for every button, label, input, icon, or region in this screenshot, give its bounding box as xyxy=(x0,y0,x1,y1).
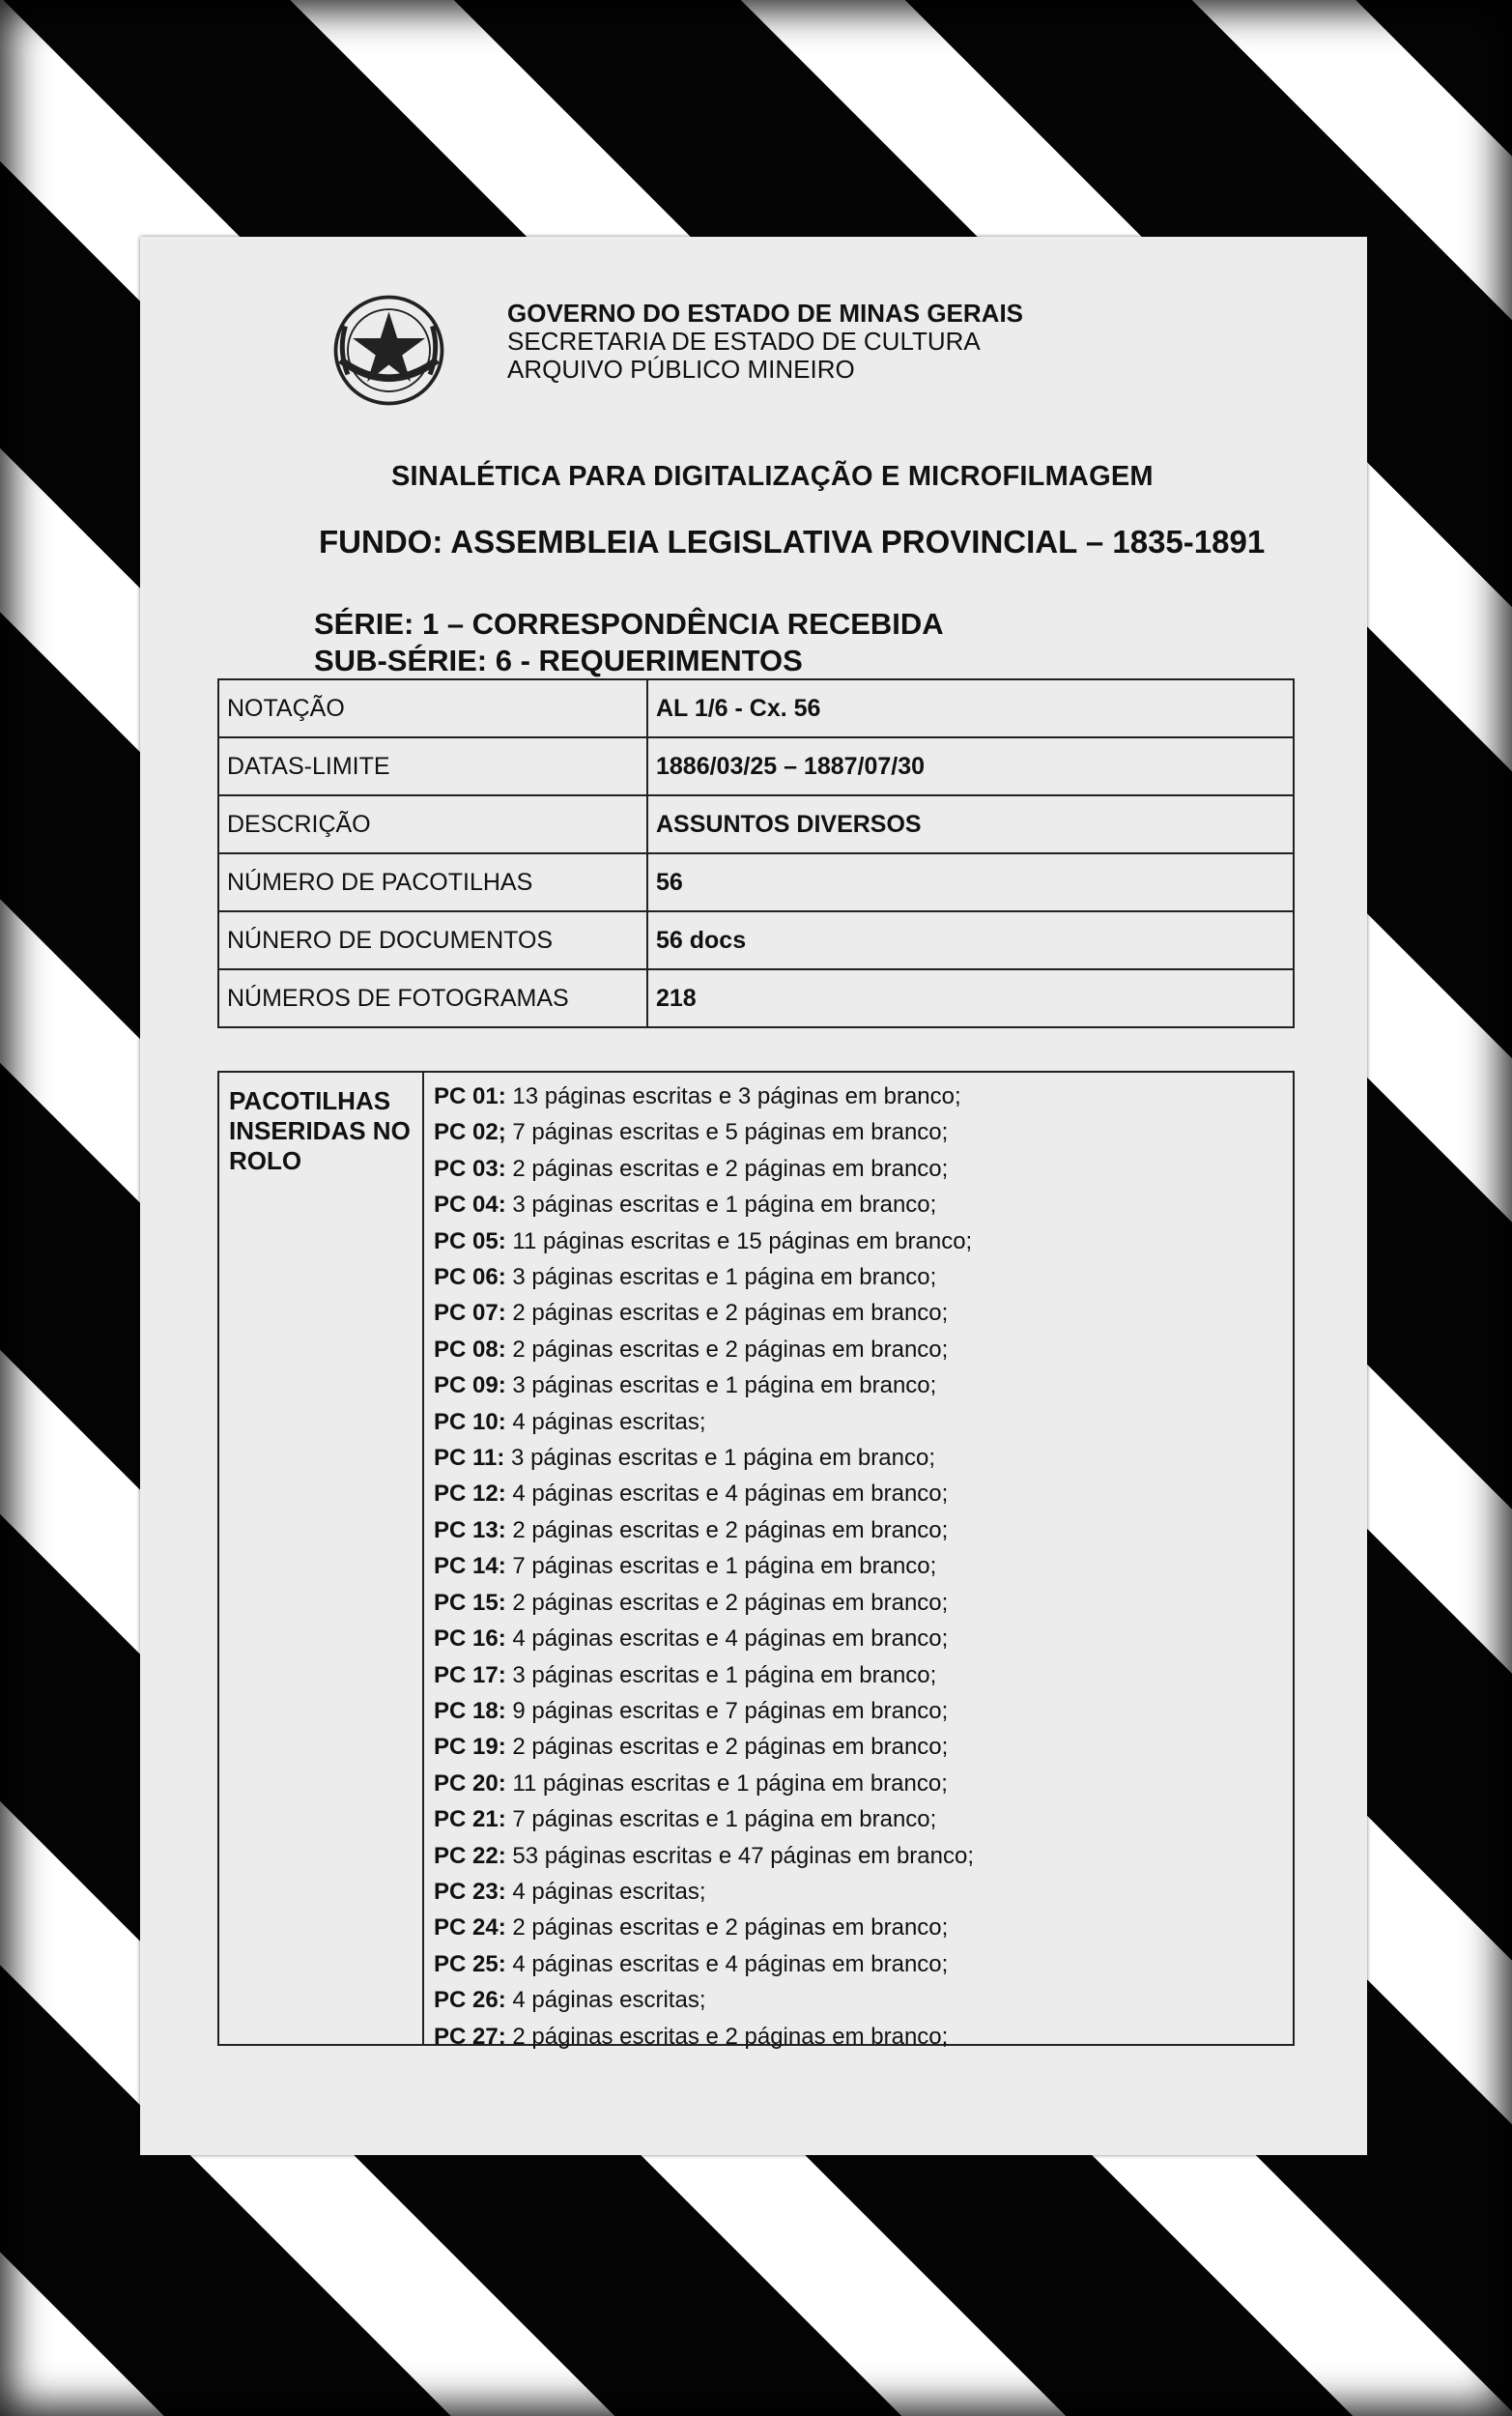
pacotilha-item xyxy=(434,1367,974,1403)
pacotilhas-list xyxy=(434,1079,974,2055)
pacotilha-code: PC 22: xyxy=(434,1842,506,1869)
pacotilha-code: PC 20: xyxy=(434,1769,506,1797)
pacotilha-description: 7 páginas escritas e 1 página em branco; xyxy=(512,1553,937,1580)
pacotilha-description: 2 páginas escritas e 2 páginas em branco; xyxy=(512,1155,949,1182)
document-title: SINALÉTICA PARA DIGITALIZAÇÃO E MICROFILMAGEM xyxy=(391,461,1154,492)
pacotilha-item xyxy=(434,1910,974,1945)
pacotilha-code: PC 14: xyxy=(434,1553,506,1580)
metadata-label: NÚMERO DE PACOTILHAS xyxy=(218,853,647,911)
metadata-value: 218 xyxy=(647,969,1294,1027)
pacotilha-description: 4 páginas escritas; xyxy=(512,1408,706,1435)
pacotilha-code: PC 16: xyxy=(434,1625,506,1653)
metadata-value: ASSUNTOS DIVERSOS xyxy=(647,795,1294,853)
pacotilha-description: 3 páginas escritas e 1 página em branco; xyxy=(512,1372,937,1399)
pacotilha-code: PC 12: xyxy=(434,1481,506,1508)
pacotilha-description: 2 páginas escritas e 2 páginas em branco; xyxy=(512,2023,949,2050)
pacotilha-item xyxy=(434,1187,974,1222)
pacotilha-item xyxy=(434,1801,974,1837)
pacotilha-description: 2 páginas escritas e 2 páginas em branco; xyxy=(512,1300,949,1327)
metadata-value: AL 1/6 - Cx. 56 xyxy=(647,679,1294,737)
metadata-table xyxy=(217,678,1295,1028)
metadata-row xyxy=(218,737,1294,795)
pacotilha-code: PC 06: xyxy=(434,1264,506,1291)
metadata-label: NÚMEROS DE FOTOGRAMAS xyxy=(218,969,647,1027)
pacotilha-description: 2 páginas escritas e 2 páginas em branco; xyxy=(512,1734,949,1761)
pacotilha-item xyxy=(434,1838,974,1874)
pacotilha-code: PC 21: xyxy=(434,1806,506,1833)
pacotilha-description: 7 páginas escritas e 1 página em branco; xyxy=(512,1806,937,1833)
pacotilha-code: PC 10: xyxy=(434,1408,506,1435)
subserie-heading: SUB-SÉRIE: 6 - REQUERIMENTOS xyxy=(314,644,803,677)
pacotilha-item xyxy=(434,1404,974,1440)
pacotilha-item xyxy=(434,1585,974,1621)
pacotilha-code: PC 09: xyxy=(434,1372,506,1399)
pacotilha-item xyxy=(434,1548,974,1584)
pacotilha-code: PC 27: xyxy=(434,2023,506,2050)
pacotilha-item xyxy=(434,1729,974,1765)
serie-heading: SÉRIE: 1 – CORRESPONDÊNCIA RECEBIDA xyxy=(314,607,944,641)
pacotilha-description: 13 páginas escritas e 3 páginas em branco; xyxy=(512,1083,961,1109)
metadata-label: DATAS-LIMITE xyxy=(218,737,647,795)
pacotilha-description: 4 páginas escritas e 4 páginas em branco; xyxy=(512,1950,949,1977)
header-government: GOVERNO DO ESTADO DE MINAS GERAIS xyxy=(507,299,1024,328)
pacotilha-item xyxy=(434,1766,974,1801)
pacotilhas-table xyxy=(217,1071,1295,2050)
pacotilhas-label: PACOTILHAS INSERIDAS NO ROLO xyxy=(219,1073,424,2044)
pacotilha-code: PC 01: xyxy=(434,1083,506,1109)
pacotilha-description: 2 páginas escritas e 2 páginas em branco; xyxy=(512,1516,949,1543)
pacotilha-item xyxy=(434,1657,974,1693)
pacotilha-item xyxy=(434,1259,974,1295)
metadata-label: NOTAÇÃO xyxy=(218,679,647,737)
institution-header xyxy=(507,300,1023,384)
pacotilha-description: 3 páginas escritas e 1 página em branco; xyxy=(512,1264,937,1291)
pacotilha-code: PC 03: xyxy=(434,1155,506,1182)
pacotilha-item xyxy=(434,1982,974,2018)
pacotilha-description: 2 páginas escritas e 2 páginas em branco; xyxy=(512,1914,949,1941)
metadata-value: 56 docs xyxy=(647,911,1294,969)
pacotilha-code: PC 24: xyxy=(434,1914,506,1941)
pacotilha-item xyxy=(434,1151,974,1187)
pacotilha-item xyxy=(434,1295,974,1331)
metadata-row xyxy=(218,795,1294,853)
pacotilha-item xyxy=(434,1476,974,1511)
pacotilha-item xyxy=(434,1114,974,1150)
metadata-value: 1886/03/25 – 1887/07/30 xyxy=(647,737,1294,795)
pacotilha-code: PC 02; xyxy=(434,1119,506,1146)
pacotilha-description: 9 páginas escritas e 7 páginas em branco; xyxy=(512,1697,949,1724)
pacotilha-description: 3 páginas escritas e 1 página em branco; xyxy=(511,1445,935,1472)
pacotilha-code: PC 13: xyxy=(434,1516,506,1543)
serie-block xyxy=(314,606,944,679)
pacotilha-code: PC 25: xyxy=(434,1950,506,1977)
pacotilha-description: 4 páginas escritas e 4 páginas em branco; xyxy=(512,1625,949,1653)
pacotilha-item xyxy=(434,1693,974,1729)
header-archive: ARQUIVO PÚBLICO MINEIRO xyxy=(507,355,855,384)
pacotilha-item xyxy=(434,2019,974,2055)
pacotilha-item xyxy=(434,1621,974,1656)
metadata-row xyxy=(218,853,1294,911)
pacotilha-description: 3 páginas escritas e 1 página em branco; xyxy=(512,1192,937,1219)
pacotilha-description: 11 páginas escritas e 15 páginas em branco; xyxy=(512,1227,973,1254)
metadata-row xyxy=(218,969,1294,1027)
pacotilha-description: 7 páginas escritas e 5 páginas em branco; xyxy=(512,1119,949,1146)
metadata-label: NÚNERO DE DOCUMENTOS xyxy=(218,911,647,969)
pacotilha-code: PC 08: xyxy=(434,1336,506,1363)
pacotilha-code: PC 19: xyxy=(434,1734,506,1761)
pacotilha-code: PC 05: xyxy=(434,1227,506,1254)
pacotilha-item xyxy=(434,1332,974,1367)
pacotilha-description: 2 páginas escritas e 2 páginas em branco; xyxy=(512,1336,949,1363)
pacotilha-item xyxy=(434,1946,974,1982)
pacotilha-description: 4 páginas escritas; xyxy=(512,1987,706,2014)
pacotilha-description: 3 páginas escritas e 1 página em branco; xyxy=(512,1661,937,1688)
metadata-row xyxy=(218,679,1294,737)
pacotilha-description: 11 páginas escritas e 1 página em branco; xyxy=(512,1769,948,1797)
state-seal-icon xyxy=(328,290,449,411)
pacotilha-code: PC 23: xyxy=(434,1878,506,1905)
pacotilha-code: PC 04: xyxy=(434,1192,506,1219)
pacotilha-description: 2 páginas escritas e 2 páginas em branco; xyxy=(512,1589,949,1616)
document-sheet xyxy=(140,237,1367,2155)
metadata-value: 56 xyxy=(647,853,1294,911)
pacotilha-item xyxy=(434,1874,974,1910)
metadata-row xyxy=(218,911,1294,969)
pacotilha-code: PC 11: xyxy=(434,1445,505,1472)
pacotilha-code: PC 18: xyxy=(434,1697,506,1724)
pacotilha-description: 4 páginas escritas; xyxy=(512,1878,706,1905)
pacotilha-description: 53 páginas escritas e 47 páginas em branco; xyxy=(512,1842,975,1869)
pacotilha-item xyxy=(434,1223,974,1259)
pacotilha-code: PC 15: xyxy=(434,1589,506,1616)
pacotilha-code: PC 17: xyxy=(434,1661,506,1688)
pacotilha-item xyxy=(434,1440,974,1476)
pacotilha-item xyxy=(434,1079,974,1114)
pacotilha-description: 4 páginas escritas e 4 páginas em branco; xyxy=(512,1481,949,1508)
header-secretariat: SECRETARIA DE ESTADO DE CULTURA xyxy=(507,327,981,356)
pacotilha-code: PC 26: xyxy=(434,1987,506,2014)
fundo-heading: FUNDO: ASSEMBLEIA LEGISLATIVA PROVINCIAL – 1835-1891 xyxy=(319,524,1266,560)
pacotilha-code: PC 07: xyxy=(434,1300,506,1327)
metadata-label: DESCRIÇÃO xyxy=(218,795,647,853)
pacotilha-item xyxy=(434,1512,974,1548)
